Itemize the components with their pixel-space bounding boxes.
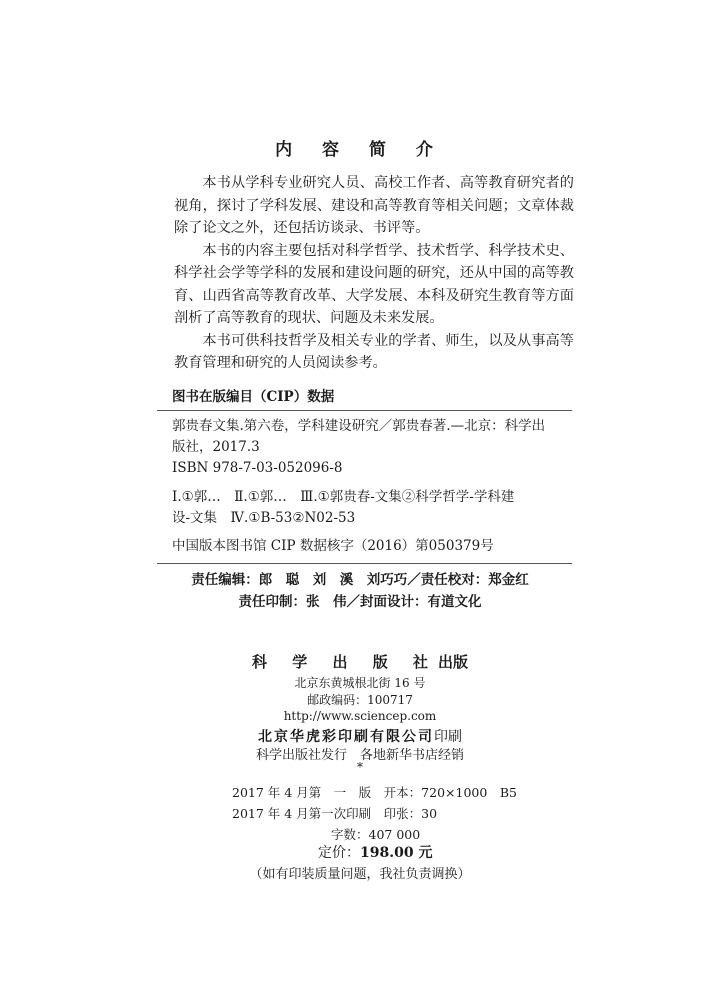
divider [157,410,572,411]
price-label: 定价： [318,845,360,861]
cip-check-number: 中国版本图书馆 CIP 数据核字（2016）第050379号 [172,538,494,554]
staff-line: 责任印制：张 伟／封面设计：有道文化 [238,594,482,610]
printer-name: 北京华虎彩印刷有限公司 [258,729,434,745]
cip-subject-line: 设-文集 Ⅳ.①B-53②N02-53 [172,510,356,526]
price [318,842,432,862]
intro-title: 内 容 简 介 [275,140,445,160]
price-value: 198.00 元 [360,845,433,861]
printer-suffix: 印刷 [434,729,462,745]
intro-paragraph: 本书的内容主要包括对科学哲学、技术哲学、科学技术史、科学社会学等学科的发展和建设问题的研究，还从中国的高等教育、山西省高等教育改革、大学发展、本科及研究生教育等方面剖析了高等教育的现状、问题及未来发展。 [174,242,574,326]
separator-star: * [357,760,363,774]
publisher-address: 北京东黄城根北街 16 号 [294,676,426,690]
cip-isbn: ISBN 978-7-03-052096-8 [172,460,343,476]
divider [157,563,572,564]
cip-entry-line: 郭贵春文集.第六卷，学科建设研究／郭贵春著.—北京：科学出 [172,418,546,434]
intro-body [174,172,574,375]
cip-subject-line: Ⅰ.①郭… Ⅱ.①郭… Ⅲ.①郭贵春-文集②科学哲学-学科建 [172,489,515,505]
staff-line: 责任编辑：郎 聪 刘 溪 刘巧巧／责任校对：郑金红 [191,572,529,588]
publisher-suffix: 出版 [437,653,468,671]
publisher-name: 科 学 出 版 社 [252,653,438,671]
printing-line: 2017 年 4 月第一次印刷 印张：30 [232,806,438,821]
intro-paragraph: 本书从学科专业研究人员、高校工作者、高等教育研究者的视角，探讨了学科发展、建设和高等教育等相关问题；文章体裁除了论文之外，还包括访谈录、书评等。 [174,175,574,236]
intro-paragraph: 本书可供科技哲学及相关专业的学者、师生，以及从事高等教育管理和研究的人员阅读参考。 [174,332,574,371]
distribution: 科学出版社发行 各地新华书店经销 [255,748,464,763]
cip-heading: 图书在版编目（CIP）数据 [172,389,335,405]
cip-entry [172,416,567,479]
edition-line: 2017 年 4 月第 一 版 开本：720×1000 B5 [232,785,517,800]
publisher-line [0,651,720,672]
printer-line [0,726,720,746]
website: http://www.sciencep.com [283,709,437,723]
quality-note: （如有印装质量问题，我社负责调换） [249,867,471,882]
cip-entry-line: 版社，2017.3 [172,439,260,455]
cip-subjects [172,487,567,529]
word-count: 字数：407 000 [331,827,421,842]
postcode: 邮政编码：100717 [307,693,413,707]
